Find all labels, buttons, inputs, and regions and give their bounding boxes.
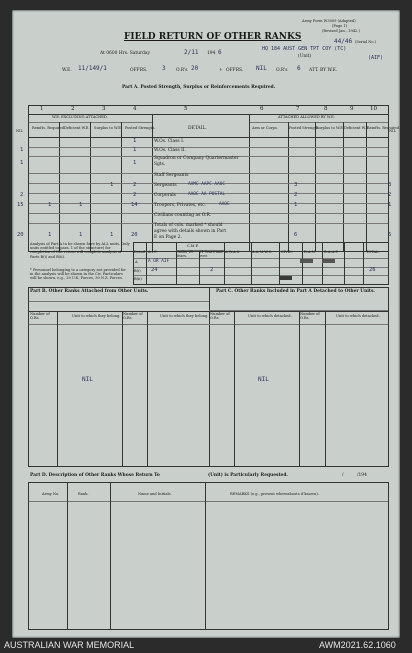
form-sheet: [12, 10, 400, 638]
part-b-head: Number of O.Rs.: [123, 312, 143, 320]
part-a-title: Part A. Posted Strength, Surplus or Reinforcements Required.: [122, 85, 276, 90]
offrs2-label: OFFRS.: [226, 68, 244, 73]
part-b-head: Number of O.Rs.: [30, 312, 50, 320]
part-c-head: Number of O.Rs.: [300, 312, 320, 320]
analysis-head: CIVIL.: [281, 250, 293, 254]
cell-surplus: 1: [110, 232, 114, 238]
col-head-detail: DETAIL.: [188, 126, 207, 131]
censor-mark: [300, 259, 313, 263]
detail-label: Totals of cols. marked * should agree with details shown in Part E on Page 2.: [154, 223, 227, 240]
cell-reinfts: 1: [48, 202, 52, 208]
analysis-aif: 24: [151, 267, 158, 273]
unit-line-2: (AIF): [368, 55, 384, 61]
cell-margin-r: 6: [388, 232, 392, 238]
we-value: 11/149/1: [78, 65, 107, 72]
analysis-detail: A: [135, 260, 138, 264]
analysis-head: 21 Years and over.: [199, 250, 223, 258]
cell-posted-r: 2: [294, 192, 298, 198]
analysis-head: R.A.A.F.: [324, 250, 339, 254]
detail-label: Civilians counting as O.R.: [154, 213, 212, 218]
col-number: 3: [102, 106, 106, 112]
cell-posted: 14: [131, 202, 138, 208]
analysis-detail: B(ii): [134, 277, 142, 281]
ors-label: O.R's: [176, 68, 188, 73]
analysis-head: Detail: [134, 250, 145, 254]
analysis-head: A.I.F.: [148, 250, 158, 254]
cell-arm: AAOC: [219, 202, 230, 207]
col-number: 5: [184, 106, 188, 112]
col-head-surplus: Surplus to W.E.: [94, 126, 122, 130]
analysis-table: [133, 242, 389, 285]
censor-mark: [322, 259, 335, 263]
cell-reinfts: 1: [48, 232, 52, 238]
cell-posted: 2: [133, 182, 137, 188]
analysis-cmf-label: C.M.F.: [187, 244, 199, 248]
part-b-nil: NIL: [82, 376, 93, 383]
offrs-label: OFFRS.: [130, 68, 148, 73]
detail-label: Sergeants: [154, 183, 177, 188]
cell-posted-r: 1: [294, 202, 298, 208]
form-title: FIELD RETURN OF OTHER RANKS: [124, 32, 302, 42]
year-prefix: 194: [207, 51, 216, 56]
part-b-title: Part B. Other Ranks Attached from Other Units.: [30, 289, 149, 294]
col-head-deficient-r: Deficient W.E.: [344, 126, 370, 130]
cell-margin-r: 1: [388, 202, 392, 208]
att-label: ATT. BY W.E.: [309, 68, 338, 73]
cell-posted: 20: [131, 232, 138, 238]
year-value: 6: [218, 49, 222, 56]
part-d-head: Name and Initials.: [138, 492, 172, 496]
part-c-title: Part C. Other Ranks Included in Part A Detached to Other Units.: [216, 289, 375, 294]
col-number: 10: [370, 106, 377, 112]
part-d-head: Army No.: [42, 492, 60, 496]
col-head-reinfts: Reinfts. Required.: [32, 126, 66, 130]
we-label: W.E.: [62, 68, 72, 73]
cell-margin-r: 2: [388, 192, 392, 198]
cell-posted: 1: [133, 147, 137, 153]
cell-posted: 2: [133, 192, 137, 198]
col-number: 4: [133, 106, 137, 112]
col-head-deficient: Deficient W.E.: [64, 126, 90, 130]
analysis-aif: A OR AIF: [148, 259, 170, 264]
col-number: 6: [260, 106, 264, 112]
margin-nil-left: NIL: [16, 129, 23, 133]
attached-allowed-label: ATTACHED ALLOWED BY W.E.: [278, 115, 335, 119]
col-number: 1: [40, 106, 44, 112]
part-b-head: Unit to which they belong.: [160, 314, 209, 318]
archive-caption: AUSTRALIAN WAR MEMORIAL: [4, 640, 135, 650]
analysis-head: A.W.A.S.: [225, 250, 241, 254]
serial-label: (Serial No.): [355, 40, 377, 44]
cell-surplus: 1: [110, 182, 114, 188]
detail-label: Squadron or Company Quartermaster Sgts.: [154, 156, 239, 167]
unit-label: (Unit): [298, 54, 312, 59]
part-d-head: REMARKS (e.g., present whereabouts if known).: [230, 492, 319, 496]
part-d-year: /194: [357, 473, 367, 478]
ors2-value: 6: [297, 65, 301, 72]
margin-nil-right: NIL: [389, 129, 396, 133]
cell-posted: 1: [133, 160, 137, 166]
cell-margin: 2: [20, 192, 24, 198]
cell-margin: 20: [17, 232, 24, 238]
cell-posted-r: 3: [294, 182, 298, 188]
cell-deficient: 1: [79, 232, 83, 238]
part-c-head: Number of O.Rs.: [210, 312, 230, 320]
analysis-head: A.A.M.W.S.: [252, 250, 272, 254]
detail-label: Corporals: [154, 193, 176, 198]
ors2-label: O.R's: [276, 68, 288, 73]
part-c-nil: NIL: [258, 376, 269, 383]
col-number: 9: [350, 106, 354, 112]
analysis-head: TOTAL.: [366, 250, 380, 254]
col-head-posted-r: Posted Strength.: [289, 126, 320, 130]
part-d-title-a: Part D. Description of Other Ranks Whose Return To: [30, 473, 160, 478]
cell-posted-r: 6: [294, 232, 298, 238]
cell-arm: AAMC AAPC AAOC: [188, 182, 226, 187]
col-head-reinfts-r: Reinfts. Required.: [367, 126, 401, 130]
cell-margin: 1: [20, 160, 24, 166]
analysis-note-2: * Personnel belonging to a category not provided for in the analysis will be shown in the Civ. Particulars will be shown, e.g., 29 U.K. Forces, 30 N.Z. Forces.: [30, 268, 126, 281]
cell-margin: 15: [17, 202, 24, 208]
censor-mark: [280, 276, 292, 280]
cell-margin: 1: [20, 147, 24, 153]
form-number: Army Form W3009 (Adapted): [302, 19, 356, 23]
col-number: 8: [324, 106, 328, 112]
part-d-table: [28, 482, 389, 630]
detail-label: Staff Sergeants: [154, 173, 189, 178]
part-d-date-sep: /: [342, 473, 344, 478]
offrs-value: 3: [162, 65, 166, 72]
detail-label: Troopers, Privates, etc.: [154, 203, 207, 208]
part-b-head: Unit to which they belong.: [72, 314, 121, 318]
part-d-head: Rank.: [78, 492, 89, 496]
part-c-head: Unit to which detached.: [336, 314, 380, 318]
col-number: 7: [296, 106, 300, 112]
at-label: At 0600 Hrs. Saturday: [100, 51, 151, 56]
archive-id: AWM2021.62.1060: [319, 640, 396, 650]
form-page: (Page 1): [332, 24, 348, 28]
col-head-surplus-r: Surplus to W.E.: [316, 126, 344, 130]
cell-deficient: 1: [79, 202, 83, 208]
cell-arm: AAOC AA POSTAL: [188, 192, 226, 197]
cell-posted: 1: [133, 138, 137, 144]
col-number: 2: [71, 106, 75, 112]
col-head-posted: Posted Strength.: [125, 126, 156, 130]
col-head-arm: Arm or Corps.: [252, 126, 278, 130]
detail-label: W.Os. Class I.: [154, 139, 185, 144]
analysis-head: R.A.N.: [304, 250, 316, 254]
analysis-over21: 2: [210, 267, 214, 273]
plus-sign: +: [219, 68, 223, 73]
offrs2-value: NIL: [256, 65, 267, 72]
serial-value: 44/46: [334, 38, 353, 45]
unit-line-1: HQ 184 AUST GEN TPT COY (TC): [262, 46, 347, 52]
form-revised: (Revised Jan., 1942.): [322, 29, 360, 33]
cell-margin-r: 3: [388, 182, 392, 188]
analysis-note: Analysis of Part A to be shown here by ALL units. Only units entitled to para. 1 of the structure) for completion of this return will complete analysis of Parts B(i) and B(ii).: [30, 242, 130, 259]
analysis-total: 26: [369, 267, 376, 273]
ors-value: 20: [191, 65, 199, 72]
part-d-title-b: (Unit) is Particularly Requested.: [208, 473, 288, 478]
analysis-head: Under 21 Years.: [176, 250, 194, 258]
detail-label: W.Os. Class II.: [154, 148, 186, 153]
date-value: 2/11: [184, 49, 199, 56]
we-excluding-attached-label: W.E. EXCLUDING ATTACHED.: [52, 115, 108, 119]
part-c-head: Unit to which detached.: [248, 314, 292, 318]
analysis-detail: B(i): [134, 269, 141, 273]
